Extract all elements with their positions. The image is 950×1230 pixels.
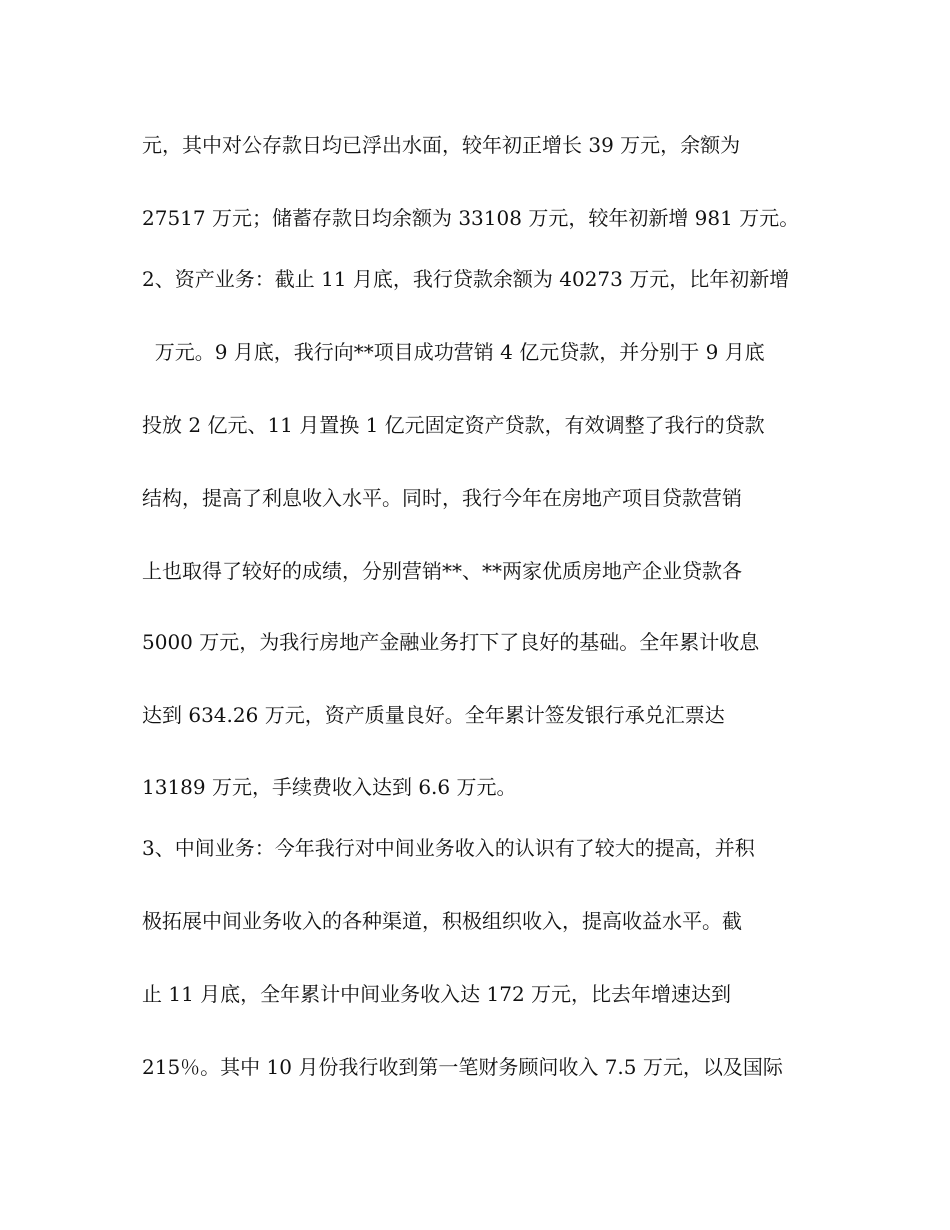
text-line-13: 止 11 月底，全年累计中间业务收入达 172 万元，比去年增速达到 (142, 982, 732, 1006)
text-line-14: 215％。其中 10 月份我行收到第一笔财务顾问收入 7.5 万元，以及国际 (142, 1055, 783, 1079)
text-line-10: 13189 万元，手续费收入达到 6.6 万元。 (142, 775, 517, 799)
text-line-4: 万元。9 月底，我行向**项目成功营销 4 亿元贷款，并分别于 9 月底 (142, 340, 765, 364)
text-line-5: 投放 2 亿元、11 月置换 1 亿元固定资产贷款，有效调整了我行的贷款 (142, 413, 765, 437)
text-line-2: 27517 万元；储蓄存款日均余额为 33108 万元，较年初新增 981 万元。 (142, 206, 800, 230)
text-line-3: 2、资产业务：截止 11 月底，我行贷款余额为 40273 万元，比年初新增 (142, 267, 790, 291)
text-line-11: 3、中间业务：今年我行对中间业务收入的认识有了较大的提高，并积 (142, 836, 755, 860)
text-line-6: 结构，提高了利息收入水平。同时，我行今年在房地产项目贷款营销 (142, 486, 742, 510)
text-line-8: 5000 万元，为我行房地产金融业务打下了良好的基础。全年累计收息 (142, 630, 760, 654)
text-line-9: 达到 634.26 万元，资产质量良好。全年累计签发银行承兑汇票达 (142, 703, 725, 727)
text-line-7: 上也取得了较好的成绩，分别营销**、**两家优质房地产企业贷款各 (142, 559, 742, 583)
text-line-12: 极拓展中间业务收入的各种渠道，积极组织收入，提高收益水平。截 (142, 909, 742, 933)
text-line-1: 元，其中对公存款日均已浮出水面，较年初正增长 39 万元，余额为 (142, 133, 741, 157)
